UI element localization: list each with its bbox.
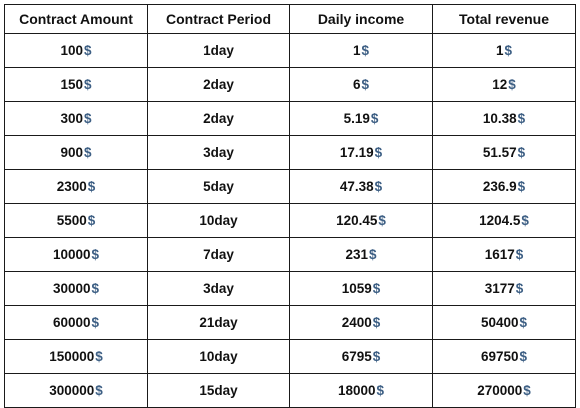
- cell-daily-income: [290, 238, 433, 272]
- cell-contract-amount: [5, 170, 148, 204]
- cell-daily-income-value: 5.19: [343, 110, 370, 126]
- cell-contract-period: [148, 102, 290, 136]
- currency-symbol: $: [521, 212, 529, 228]
- cell-total-revenue: [433, 272, 576, 306]
- table-row: [5, 204, 576, 238]
- table-row: [5, 68, 576, 102]
- currency-symbol: $: [84, 42, 92, 58]
- cell-total-revenue: [433, 170, 576, 204]
- cell-total-revenue-value: 10.38: [482, 110, 517, 126]
- table-row: [5, 34, 576, 68]
- cell-daily-income-value: 18000: [337, 382, 376, 398]
- table-row: [5, 102, 576, 136]
- cell-contract-amount-value: 300000: [49, 382, 95, 398]
- contract-table: [4, 4, 576, 408]
- currency-symbol: $: [84, 76, 92, 92]
- cell-total-revenue-value: 12: [492, 76, 508, 92]
- header-total-revenue: Total revenue: [433, 5, 576, 34]
- cell-total-revenue-value: 1204.5: [479, 212, 521, 228]
- cell-contract-period: [148, 340, 290, 374]
- table-body: [5, 34, 576, 408]
- currency-symbol: $: [361, 76, 370, 92]
- cell-contract-period-value: 21day: [199, 314, 238, 330]
- cell-daily-income: [290, 34, 433, 68]
- table-row: [5, 340, 576, 374]
- cell-total-revenue-value: 236.9: [482, 178, 517, 194]
- cell-contract-period-value: 10day: [199, 212, 238, 228]
- cell-contract-amount: [5, 272, 148, 306]
- currency-symbol: $: [523, 382, 531, 398]
- cell-contract-period: [148, 34, 290, 68]
- cell-contract-period-value: 5day: [203, 178, 234, 194]
- cell-daily-income-value: 2400: [341, 314, 372, 330]
- cell-daily-income-value: 6: [352, 76, 361, 92]
- cell-contract-amount: [5, 374, 148, 408]
- table-row: [5, 272, 576, 306]
- currency-symbol: $: [91, 246, 100, 262]
- cell-total-revenue: [433, 102, 576, 136]
- cell-daily-income: [290, 272, 433, 306]
- cell-daily-income: [290, 170, 433, 204]
- cell-contract-period-value: 10day: [199, 348, 238, 364]
- cell-total-revenue: [433, 340, 576, 374]
- cell-total-revenue: [433, 136, 576, 170]
- currency-symbol: $: [515, 246, 524, 262]
- cell-contract-amount: [5, 136, 148, 170]
- cell-contract-amount: [5, 68, 148, 102]
- cell-daily-income-value: 120.45: [336, 212, 378, 228]
- currency-symbol: $: [95, 348, 103, 364]
- currency-symbol: $: [378, 212, 386, 228]
- table-row: [5, 170, 576, 204]
- cell-contract-period-value: 1day: [203, 42, 234, 58]
- cell-daily-income-value: 6795: [341, 348, 372, 364]
- currency-symbol: $: [517, 178, 526, 194]
- currency-symbol: $: [504, 42, 513, 58]
- cell-daily-income: [290, 68, 433, 102]
- cell-contract-amount-value: 100: [60, 42, 83, 58]
- cell-contract-amount: [5, 306, 148, 340]
- currency-symbol: $: [372, 280, 381, 296]
- cell-contract-amount-value: 60000: [52, 314, 91, 330]
- cell-total-revenue: [433, 238, 576, 272]
- cell-contract-amount-value: 10000: [52, 246, 91, 262]
- cell-contract-amount-value: 5500: [56, 212, 87, 228]
- cell-total-revenue-value: 3177: [484, 280, 515, 296]
- currency-symbol: $: [361, 42, 370, 58]
- currency-symbol: $: [95, 382, 103, 398]
- cell-daily-income: [290, 340, 433, 374]
- cell-total-revenue: [433, 204, 576, 238]
- currency-symbol: $: [517, 110, 526, 126]
- currency-symbol: $: [369, 246, 377, 262]
- table-row: [5, 374, 576, 408]
- currency-symbol: $: [515, 280, 524, 296]
- cell-total-revenue-value: 1: [495, 42, 504, 58]
- table-row: [5, 238, 576, 272]
- cell-contract-period-value: 15day: [199, 382, 238, 398]
- cell-daily-income-value: 1: [352, 42, 361, 58]
- cell-daily-income-value: 47.38: [339, 178, 374, 194]
- currency-symbol: $: [374, 144, 383, 160]
- currency-symbol: $: [517, 144, 526, 160]
- cell-contract-amount: [5, 102, 148, 136]
- cell-contract-amount-value: 300: [60, 110, 83, 126]
- currency-symbol: $: [376, 382, 385, 398]
- cell-contract-amount: [5, 238, 148, 272]
- currency-symbol: $: [91, 280, 100, 296]
- table-row: [5, 136, 576, 170]
- currency-symbol: $: [372, 348, 381, 364]
- cell-daily-income-value: 1059: [341, 280, 372, 296]
- table-header: [5, 5, 576, 34]
- cell-daily-income: [290, 204, 433, 238]
- cell-contract-period: [148, 68, 290, 102]
- cell-total-revenue-value: 69750: [480, 348, 519, 364]
- cell-contract-period: [148, 170, 290, 204]
- cell-total-revenue: [433, 374, 576, 408]
- currency-symbol: $: [84, 144, 92, 160]
- cell-total-revenue: [433, 306, 576, 340]
- cell-contract-period: [148, 204, 290, 238]
- header-contract-period: Contract Period: [148, 5, 290, 34]
- header-daily-income: Daily income: [290, 5, 433, 34]
- cell-contract-amount-value: 2300: [56, 178, 87, 194]
- cell-contract-period: [148, 306, 290, 340]
- currency-symbol: $: [508, 76, 516, 92]
- cell-total-revenue: [433, 68, 576, 102]
- cell-daily-income: [290, 374, 433, 408]
- cell-contract-amount: [5, 34, 148, 68]
- currency-symbol: $: [87, 212, 96, 228]
- cell-total-revenue-value: 1617: [484, 246, 515, 262]
- cell-contract-period-value: 7day: [203, 246, 234, 262]
- cell-total-revenue-value: 50400: [480, 314, 519, 330]
- cell-contract-period-value: 2day: [203, 76, 234, 92]
- currency-symbol: $: [372, 314, 381, 330]
- cell-daily-income-value: 231: [345, 246, 368, 262]
- cell-contract-amount: [5, 340, 148, 374]
- header-row: [5, 5, 576, 34]
- currency-symbol: $: [87, 178, 96, 194]
- cell-contract-period: [148, 238, 290, 272]
- cell-daily-income: [290, 306, 433, 340]
- cell-contract-amount-value: 900: [60, 144, 83, 160]
- cell-total-revenue-value: 51.57: [482, 144, 517, 160]
- cell-total-revenue: [433, 34, 576, 68]
- currency-symbol: $: [84, 110, 92, 126]
- currency-symbol: $: [519, 348, 528, 364]
- cell-contract-amount: [5, 204, 148, 238]
- cell-contract-period-value: 3day: [203, 280, 234, 296]
- cell-contract-period: [148, 374, 290, 408]
- cell-daily-income-value: 17.19: [339, 144, 374, 160]
- cell-contract-period-value: 3day: [203, 144, 234, 160]
- currency-symbol: $: [374, 178, 383, 194]
- cell-contract-amount-value: 150000: [49, 348, 95, 364]
- cell-contract-amount-value: 150: [60, 76, 83, 92]
- cell-contract-period: [148, 272, 290, 306]
- currency-symbol: $: [519, 314, 528, 330]
- cell-contract-period-value: 2day: [203, 110, 234, 126]
- cell-contract-amount-value: 30000: [52, 280, 91, 296]
- cell-daily-income: [290, 136, 433, 170]
- cell-contract-period: [148, 136, 290, 170]
- header-contract-amount: Contract Amount: [5, 5, 148, 34]
- cell-total-revenue-value: 270000: [477, 382, 523, 398]
- table-row: [5, 306, 576, 340]
- currency-symbol: $: [370, 110, 379, 126]
- cell-daily-income: [290, 102, 433, 136]
- currency-symbol: $: [91, 314, 100, 330]
